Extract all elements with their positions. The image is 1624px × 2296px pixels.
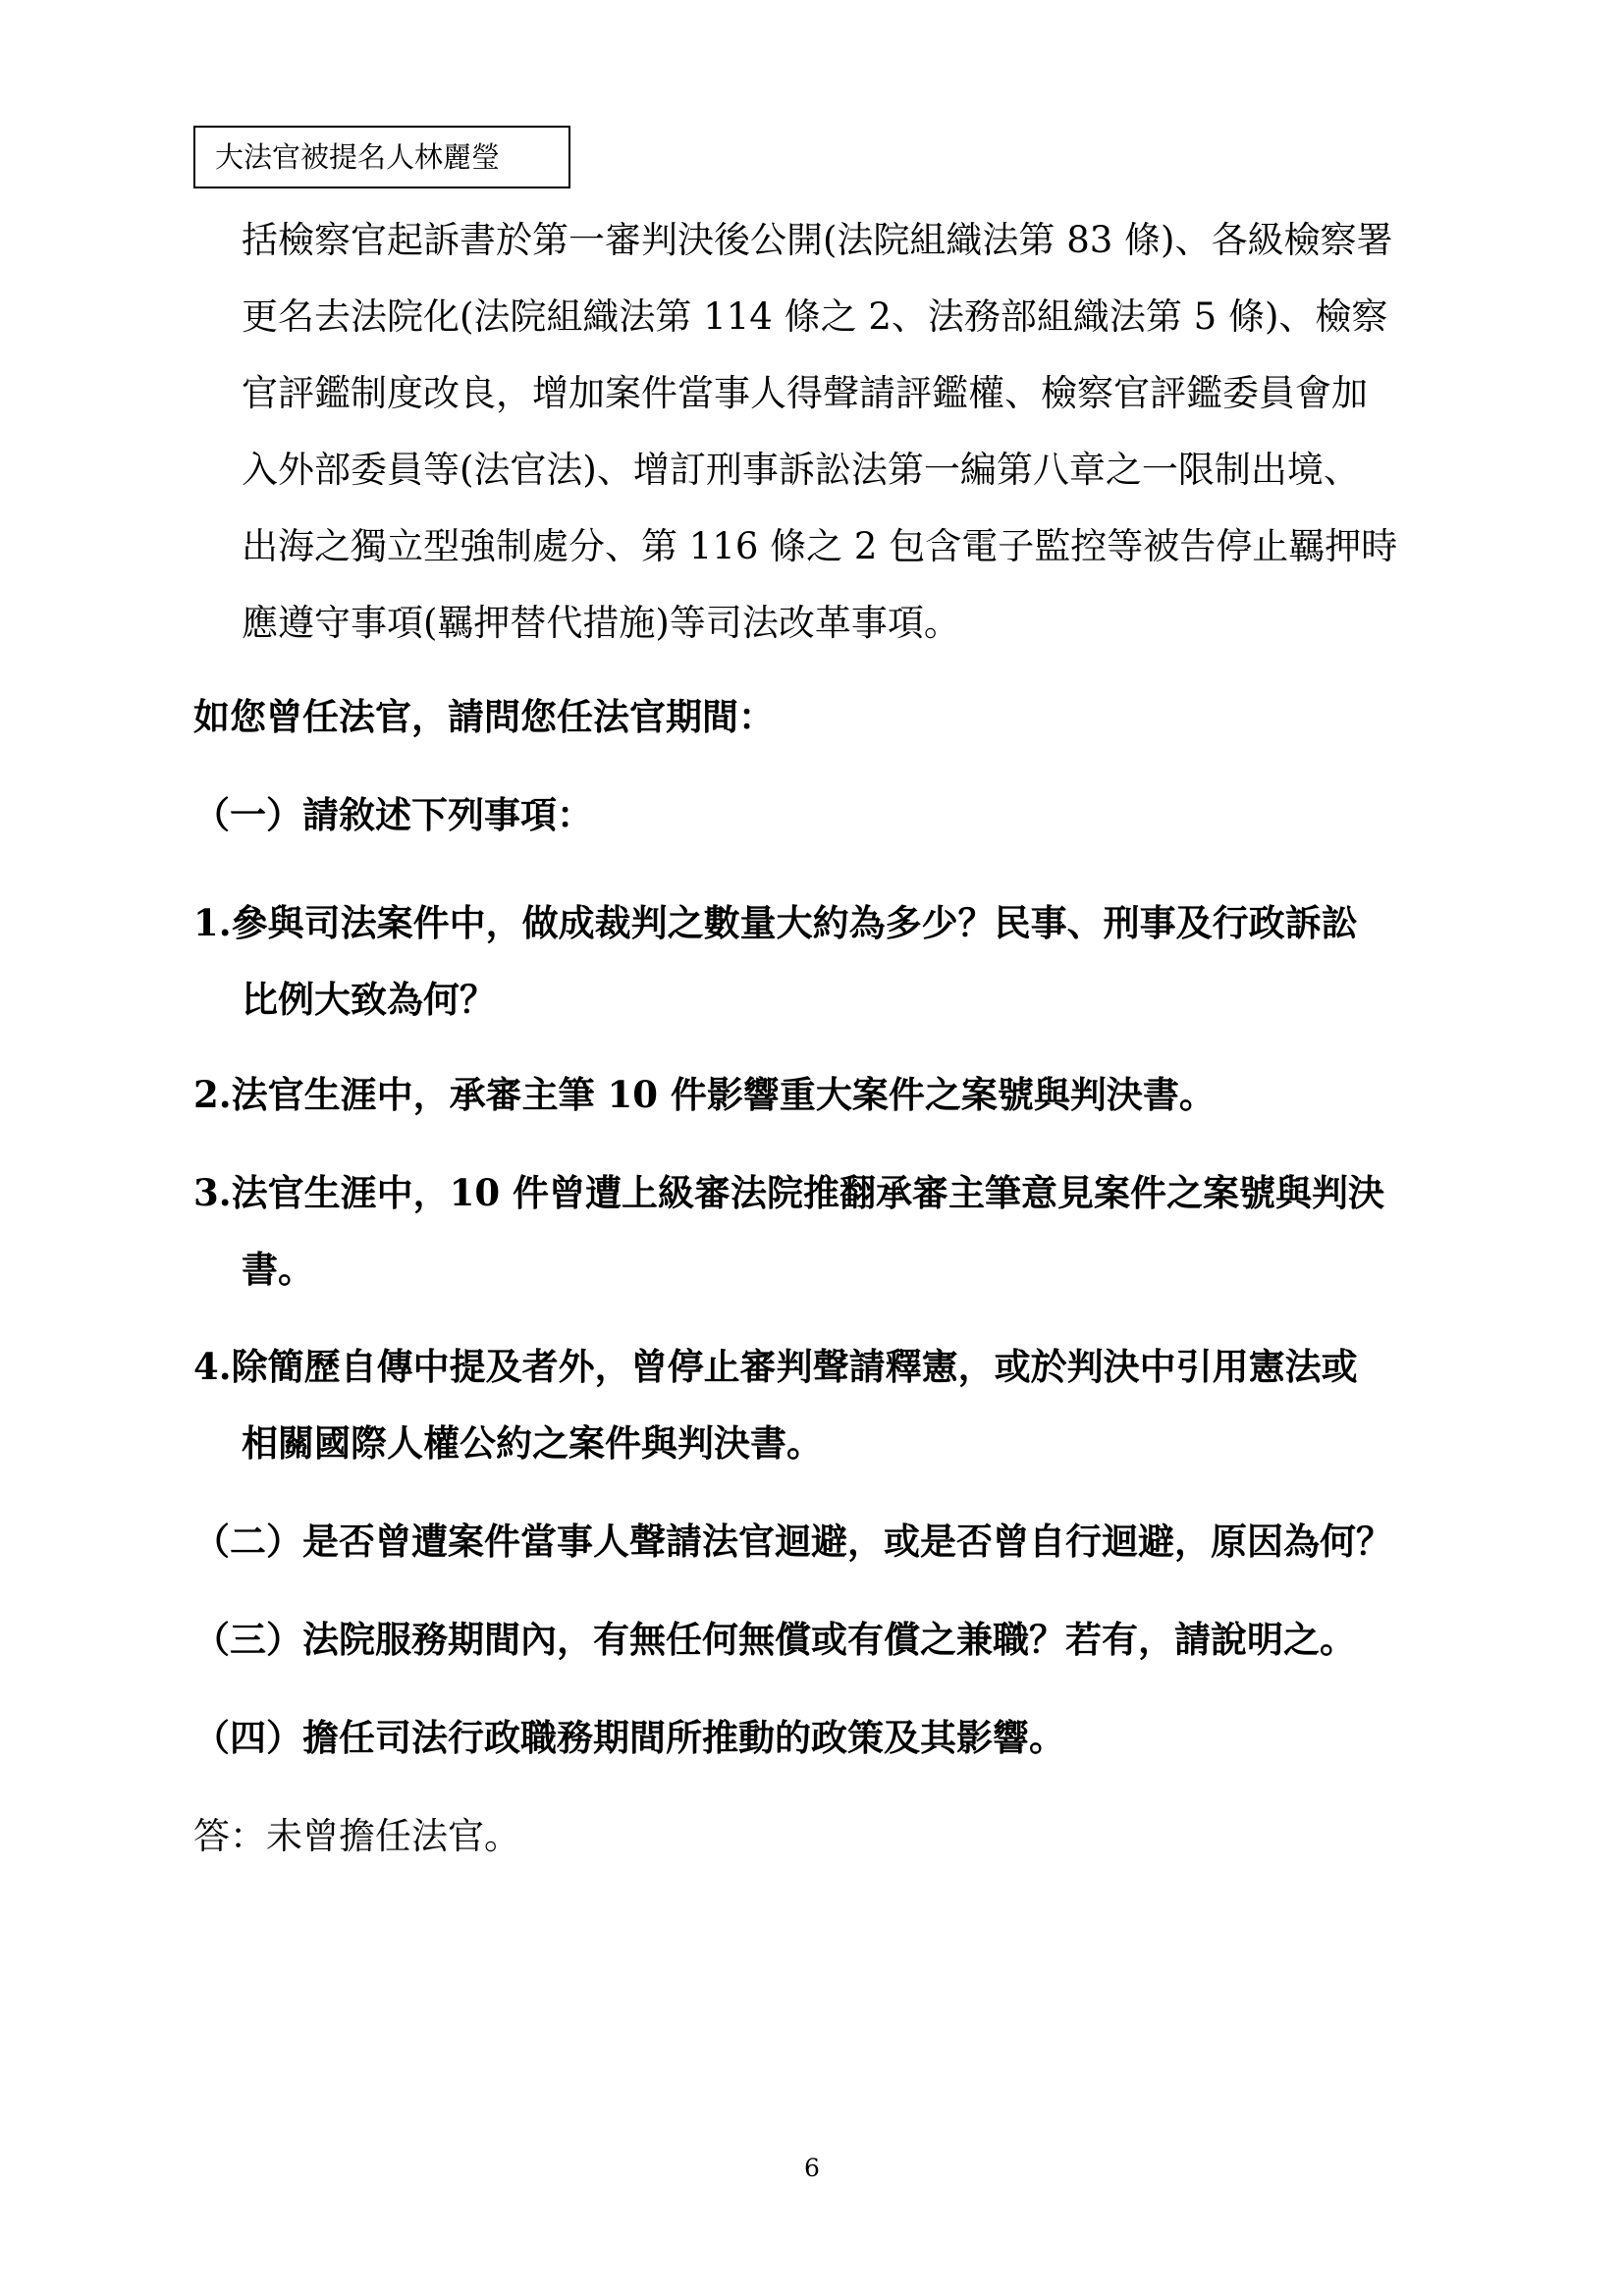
paragraph-line: 更名去法院化(法院組織法第 114 條之 2、法務部組織法第 5 條)、檢察 <box>242 295 1388 338</box>
section1-title: （一）請敘述下列事項： <box>193 793 593 836</box>
paragraph-line: 入外部委員等(法官法)、增訂刑事訴訟法第一編第八章之一限制出境、 <box>242 449 1360 491</box>
nominee-label: 大法官被提名人林麗瑩 <box>215 140 501 174</box>
section4-question: （四）擔任司法行政職務期間所推動的政策及其影響。 <box>193 1716 1065 1759</box>
questions-intro: 如您曾任法官，請問您任法官期間： <box>193 695 775 738</box>
section3-question: （三）法院服務期間內，有無任何無償或有償之兼職？若有，請說明之。 <box>193 1618 1356 1661</box>
page-number: 6 <box>804 2154 820 2182</box>
question-item-4-line1: 4.除簡歷自傳中提及者外，曾停止審判聲請釋憲，或於判決中引用憲法或 <box>193 1345 1358 1388</box>
paragraph-line: 官評鑑制度改良，增加案件當事人得聲請評鑑權、檢察官評鑑委員會加 <box>242 372 1368 414</box>
paragraph-line: 括檢察官起訴書於第一審判決後公開(法院組織法第 83 條)、各級檢察署 <box>242 219 1393 261</box>
answer-text: 答：未曾擔任法官。 <box>193 1815 520 1857</box>
nominee-header-box <box>193 126 570 188</box>
question-item-2: 2.法官生涯中，承審主筆 10 件影響重大案件之案號與判決書。 <box>193 1073 1216 1116</box>
question-item-4-line2: 相關國際人權公約之案件與判決書。 <box>242 1421 823 1465</box>
question-item-1-line2: 比例大致為何？ <box>242 978 496 1021</box>
paragraph-line: 出海之獨立型強制處分、第 116 條之 2 包含電子監控等被告停止羈押時 <box>242 525 1398 567</box>
question-item-3-line1: 3.法官生涯中，10 件曾遭上級審法院推翻承審主筆意見案件之案號與判決 <box>193 1171 1384 1214</box>
question-item-1-line1: 1.參與司法案件中，做成裁判之數量大約為多少？民事、刑事及行政訴訟 <box>193 901 1358 944</box>
section2-question: （二）是否曾遭案件當事人聲請法官迴避，或是否曾自行迴避，原因為何？ <box>193 1520 1392 1563</box>
paragraph-line: 應遵守事項(羈押替代措施)等司法改革事項。 <box>242 602 960 644</box>
question-item-3-line2: 書。 <box>242 1248 314 1291</box>
